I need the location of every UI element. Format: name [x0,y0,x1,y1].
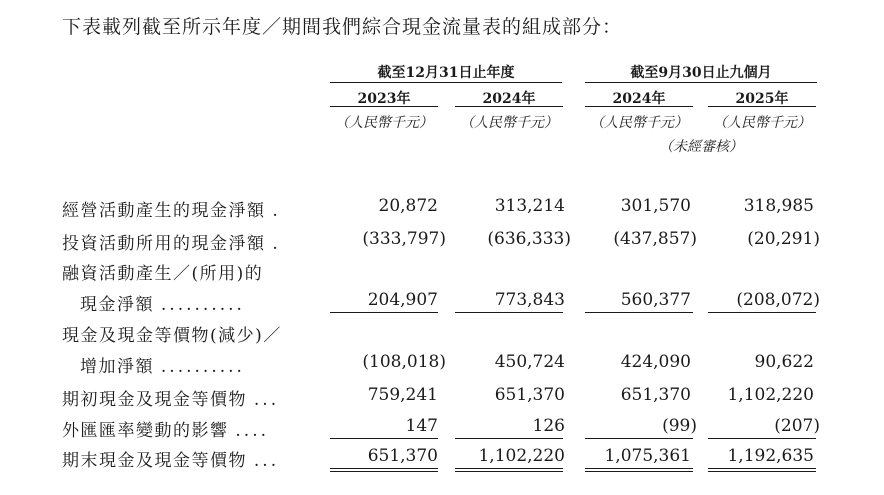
header-year-2024: 2024年 [482,91,536,107]
header-group-year-rule [330,82,562,83]
total-double-rule [708,468,816,472]
table-cell: 1,192,635 [727,446,814,466]
table-cell: 424,090 [620,352,691,372]
table-cell: 313,214 [494,196,565,216]
row-label-investing: 投資活動所用的現金淨額 . [62,234,281,254]
header-group-year: 截至12月31日止年度 [377,65,515,81]
table-cell: 318,985 [743,196,814,216]
table-cell: 1,102,220 [478,446,565,466]
table-cell: 301,570 [620,196,691,216]
row-label-financing-cont: 現金淨額 .......... [80,295,245,315]
table-cell: (333,797) [362,229,446,249]
table-cell: 20,872 [378,196,438,216]
table-cell: 651,370 [620,385,691,405]
table-cell: 759,241 [367,385,438,405]
table-cell: 773,843 [494,290,565,310]
header-unaudited: （未經審核） [659,139,743,155]
header-year-2024-9m: 2024年 [612,91,666,107]
total-double-rule [330,468,438,472]
table-cell: (207) [774,416,820,436]
header-unit: （人民幣千元） [460,115,558,131]
header-year-rule [330,106,438,107]
table-cell: 126 [532,416,565,436]
subtotal-rule [455,438,563,439]
table-cell: (636,333) [487,229,571,249]
subtotal-rule [455,312,563,313]
table-cell: (108,018) [362,352,446,372]
table-cell: 450,724 [494,352,565,372]
table-cell: 651,370 [367,446,438,466]
table-cell: (99) [662,416,697,436]
table-cell: 651,370 [494,385,565,405]
intro-text: 下表載列截至所示年度／期間我們綜合現金流量表的組成部分： [62,16,623,38]
subtotal-rule [708,312,816,313]
table-cell: 204,907 [367,290,438,310]
row-label-net-change: 現金及現金等價物(減少)／ [62,326,282,346]
subtotal-rule [708,438,816,439]
row-label-operating: 經營活動產生的現金淨額 . [62,201,281,221]
row-label-opening: 期初現金及現金等價物 ... [62,390,280,410]
table-cell: 1,102,220 [727,385,814,405]
header-unit: （人民幣千元） [590,115,688,131]
subtotal-rule [585,312,693,313]
total-double-rule [455,468,563,472]
subtotal-rule [585,438,693,439]
header-unit: （人民幣千元） [713,115,811,131]
table-cell: 1,075,361 [604,446,691,466]
header-group-nine-months-rule [585,82,817,83]
header-year-rule [708,106,816,107]
row-label-fx-effect: 外匯匯率變動的影響 .... [62,421,270,441]
row-label-net-change-cont: 增加淨額 .......... [80,357,245,377]
header-year-2025-9m: 2025年 [735,91,789,107]
header-year-rule [455,106,563,107]
table-cell: (437,857) [613,229,697,249]
table-cell: (208,072) [736,290,820,310]
header-group-nine-months: 截至9月30日止九個月 [630,65,772,81]
table-cell: (20,291) [747,229,820,249]
subtotal-rule [330,312,438,313]
subtotal-rule [330,438,438,439]
table-cell: 90,622 [754,352,814,372]
row-label-financing: 融資活動產生／(所用)的 [62,264,264,284]
row-label-closing: 期末現金及現金等價物 ... [62,451,280,471]
header-year-rule [585,106,693,107]
table-cell: 147 [405,416,438,436]
table-cell: 560,377 [620,290,691,310]
total-double-rule [585,468,693,472]
header-year-2023: 2023年 [357,91,411,107]
header-unit: （人民幣千元） [335,115,433,131]
